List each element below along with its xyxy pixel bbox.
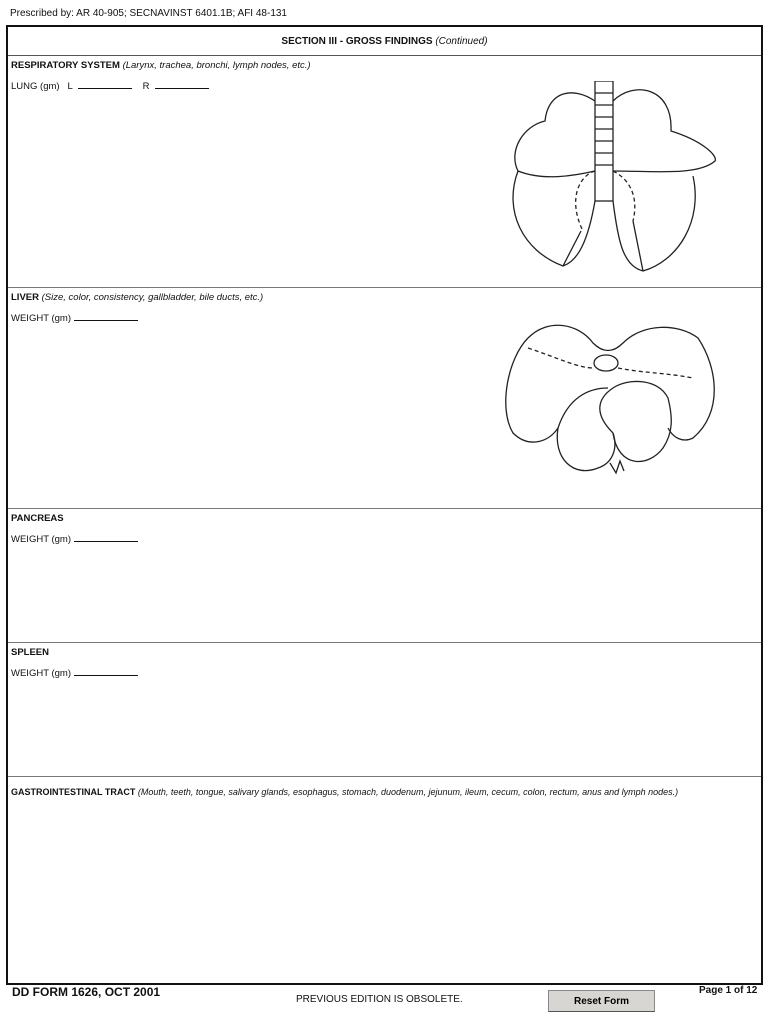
liver-weight-label: WEIGHT (gm) [11, 313, 71, 324]
form-frame [6, 25, 763, 985]
section-title: SECTION III - GROSS FINDINGS [281, 36, 433, 47]
lung-right-label: R [142, 81, 150, 92]
spleen-title: SPLEEN [11, 647, 50, 658]
gi-title: GASTROINTESTINAL TRACT (Mouth, teeth, tongue, salivary glands, esophagus, stomach, duodenum, jejunum, ileum, cecum, colon, rectum, anus and lymph nodes.) [11, 787, 679, 797]
pancreas-weight-row [11, 532, 138, 545]
obsolete-note: PREVIOUS EDITION IS OBSOLETE. [296, 994, 463, 1005]
lung-left-label: L [67, 81, 73, 92]
liver-weight-row [11, 311, 138, 324]
lung-diagram [503, 81, 723, 276]
gi-notes-field[interactable] [11, 805, 758, 978]
liver-title: LIVER (Size, color, consistency, gallbladder, bile ducts, etc.) [11, 292, 264, 303]
spleen-section [8, 643, 761, 777]
page-number: Page 1 of 12 [699, 985, 758, 996]
pancreas-weight-label: WEIGHT (gm) [11, 534, 71, 545]
liver-section [8, 288, 761, 509]
pancreas-section [8, 509, 761, 643]
spleen-weight-field[interactable] [74, 666, 138, 676]
section-header [8, 27, 761, 56]
section-suffix: (Continued) [435, 36, 488, 47]
prescribed-by: Prescribed by: AR 40-905; SECNAVINST 6401.1B; AFI 48-131 [10, 8, 287, 19]
gi-section[interactable] [8, 777, 761, 981]
spleen-weight-label: WEIGHT (gm) [11, 668, 71, 679]
spleen-weight-row [11, 666, 138, 679]
respiratory-title: RESPIRATORY SYSTEM (Larynx, trachea, bronchi, lymph nodes, etc.) [11, 60, 311, 71]
respiratory-section [8, 56, 761, 288]
pancreas-weight-field[interactable] [74, 532, 138, 542]
liver-weight-field[interactable] [74, 311, 138, 321]
liver-diagram [498, 318, 723, 478]
form-id: DD FORM 1626, OCT 2001 [12, 985, 161, 999]
reset-form-button[interactable]: Reset Form [548, 990, 655, 1012]
pancreas-title: PANCREAS [11, 513, 64, 524]
lung-right-field[interactable] [155, 79, 209, 89]
lung-weight-row [11, 79, 209, 92]
lung-label: LUNG (gm) [11, 81, 60, 92]
lung-left-field[interactable] [78, 79, 132, 89]
